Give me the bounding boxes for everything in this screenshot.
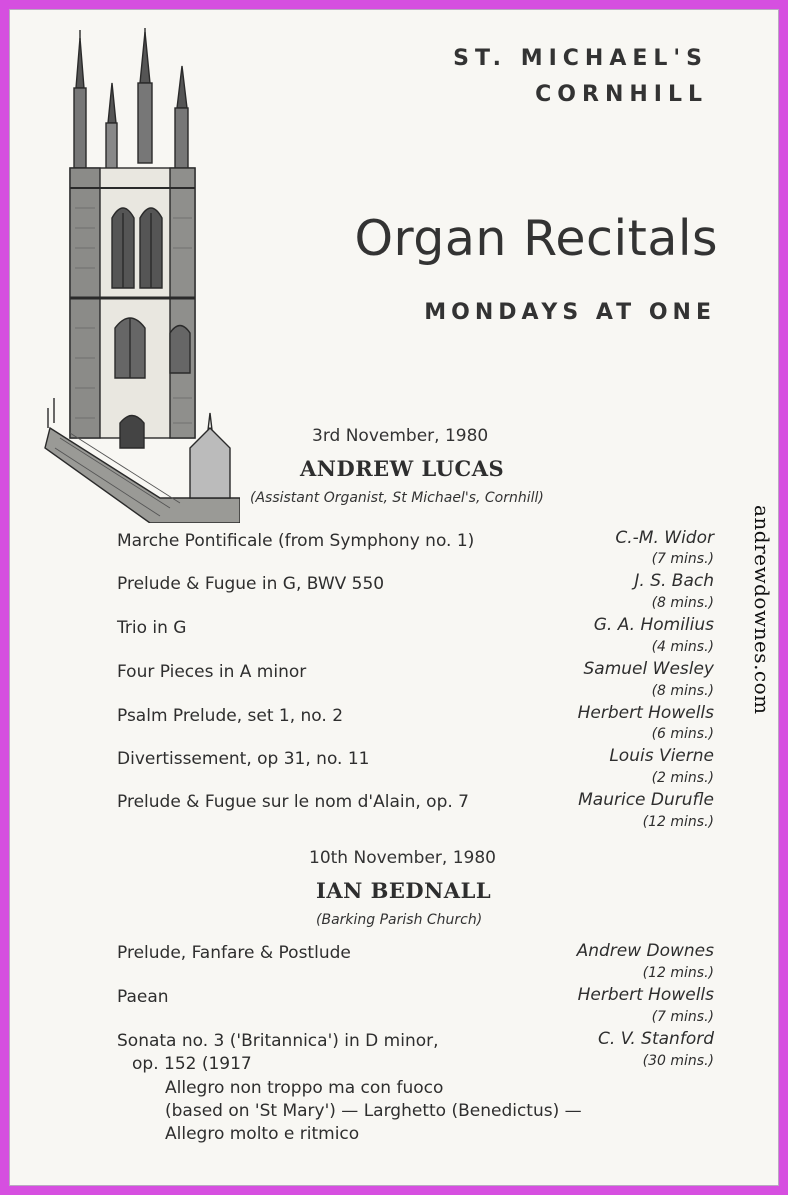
piece-duration: (8 mins.) xyxy=(651,683,714,699)
piece-duration: (4 mins.) xyxy=(651,639,714,655)
performer-affiliation: (Assistant Organist, St Michael's, Cornhill) xyxy=(250,490,544,506)
performer-name: ANDREW LUCAS xyxy=(300,456,505,481)
piece-title: Four Pieces in A minor xyxy=(117,662,307,682)
page-title: Organ Recitals xyxy=(354,210,718,267)
church-name-line1: ST. MICHAEL'S xyxy=(453,46,708,71)
piece-composer: C. V. Stanford xyxy=(598,1029,714,1049)
piece-duration: (7 mins.) xyxy=(651,551,714,567)
piece-composer: Maurice Durufle xyxy=(578,790,714,810)
piece-duration: (7 mins.) xyxy=(651,1009,714,1025)
piece-duration: (6 mins.) xyxy=(651,726,714,742)
page-subtitle: MONDAYS AT ONE xyxy=(424,300,716,325)
programme-page xyxy=(9,9,779,1186)
church-tower-illustration xyxy=(40,28,240,523)
piece-composer: C.-M. Widor xyxy=(615,528,714,548)
piece-composer: Louis Vierne xyxy=(609,746,714,766)
piece-title: Prelude & Fugue in G, BWV 550 xyxy=(117,574,385,594)
piece-duration: (12 mins.) xyxy=(642,814,714,830)
piece-duration: (2 mins.) xyxy=(651,770,714,786)
piece-title: Paean xyxy=(117,987,169,1007)
piece-title: Prelude, Fanfare & Postlude xyxy=(117,943,351,963)
piece-title-continuation: op. 152 (1917 xyxy=(132,1054,252,1074)
piece-title: Prelude & Fugue sur le nom d'Alain, op. 7 xyxy=(117,792,469,812)
piece-composer: Herbert Howells xyxy=(577,985,714,1005)
movement-line: Allegro molto e ritmico xyxy=(165,1124,360,1144)
piece-duration: (30 mins.) xyxy=(642,1053,714,1069)
recital-date: 3rd November, 1980 xyxy=(312,426,489,446)
piece-title: Trio in G xyxy=(117,618,187,638)
piece-duration: (8 mins.) xyxy=(651,595,714,611)
recital-date: 10th November, 1980 xyxy=(309,848,496,868)
piece-composer: Andrew Downes xyxy=(576,941,714,961)
piece-title: Psalm Prelude, set 1, no. 2 xyxy=(117,706,344,726)
watermark-text: andrewdownes.com xyxy=(750,505,774,715)
performer-name: IAN BEDNALL xyxy=(316,878,492,903)
piece-title: Divertissement, op 31, no. 11 xyxy=(117,749,370,769)
movement-line: (based on 'St Mary') — Larghetto (Benedictus) — xyxy=(165,1101,582,1121)
piece-title: Marche Pontificale (from Symphony no. 1) xyxy=(117,531,475,551)
piece-composer: Samuel Wesley xyxy=(583,659,714,679)
piece-title: Sonata no. 3 ('Britannica') in D minor, xyxy=(117,1031,439,1051)
piece-duration: (12 mins.) xyxy=(642,965,714,981)
piece-composer: G. A. Homilius xyxy=(593,615,714,635)
church-name-line2: CORNHILL xyxy=(535,82,708,107)
piece-composer: J. S. Bach xyxy=(634,571,714,591)
piece-composer: Herbert Howells xyxy=(577,703,714,723)
movement-line: Allegro non troppo ma con fuoco xyxy=(165,1078,444,1098)
performer-affiliation: (Barking Parish Church) xyxy=(316,912,483,928)
